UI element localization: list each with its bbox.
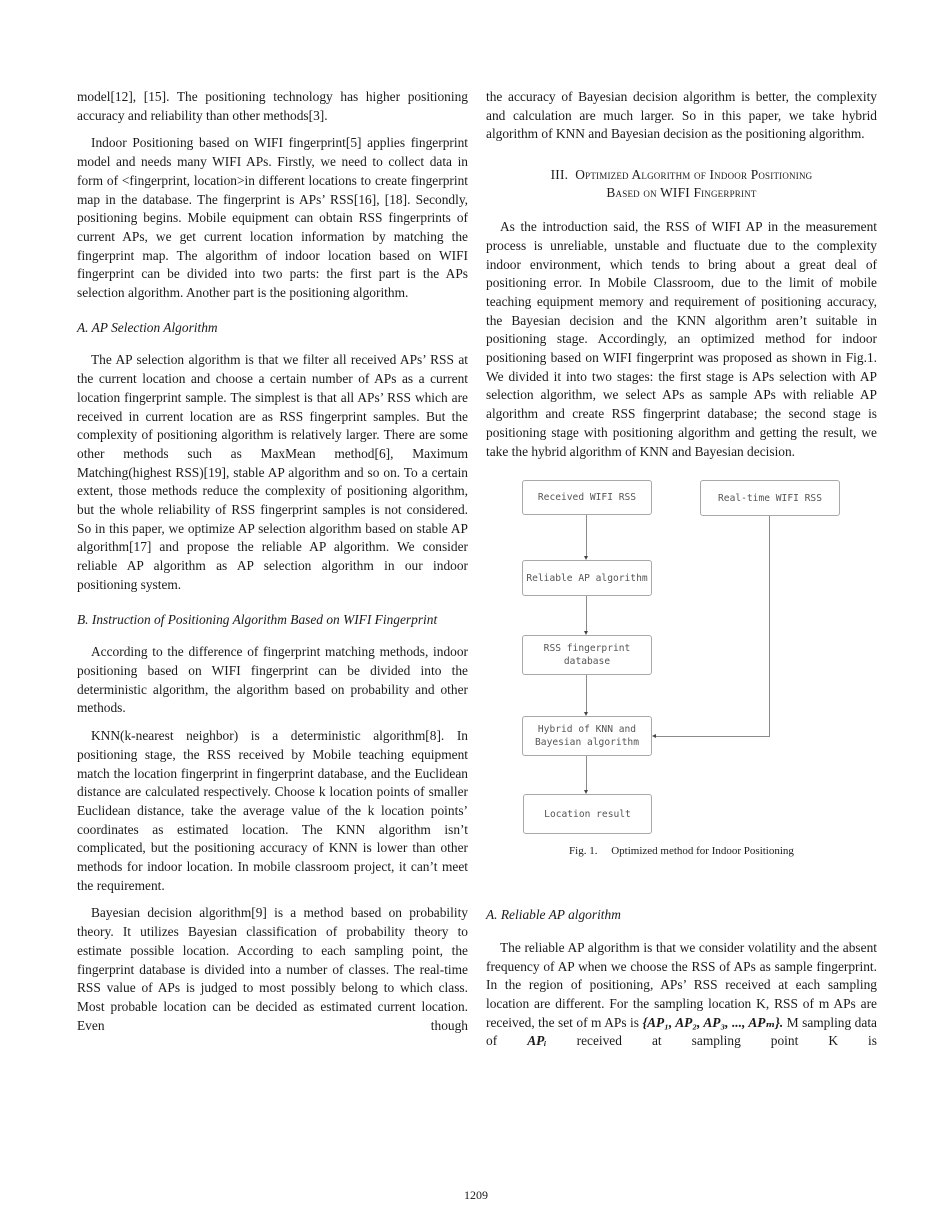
paragraph-indoor-positioning: Indoor Positioning based on WIFI fingerprint[5] applies fingerprint model and needs many WIFI APs. Firstly, we need to collect data in form of <fingerprint, location>in different locations to create fingerprint map in the database. The fingerprint is APs’ RSS[16], [18]. Secondly, positioning begins. Mobile equipment can obtain RSS fingerprints of current APs, we get current location information by matching the fingerprint map. The algorithm of indoor location based on WIFI fingerprint can be divided into two parts: the first part is the APs selection algorithm. Another part is the positioning algorithm.	[77, 135, 468, 301]
right-column	[486, 88, 877, 1060]
arrow-down-icon	[584, 790, 588, 794]
flow-box-rss-database	[522, 635, 652, 675]
flow-box-label: Received WIFI RSS	[537, 492, 637, 504]
section-title-line2: Based on WIFI Fingerprint	[606, 185, 757, 201]
left-column	[77, 88, 468, 1044]
section-number: III.	[550, 167, 569, 183]
flow-box-hybrid-knn-bayesian	[522, 716, 652, 756]
connector-line	[586, 675, 587, 712]
paragraph-knn: KNN(k-nearest neighbor) is a deterministic algorithm[8]. In positioning stage, the RSS received by Mobile teaching equipment match the location fingerprint in fingerprint database, and the Euclidean distance are calculated respectively. Choose k location points of smaller Euclidean distance, take the average value of the k location points’ coordinates as estimated location. The KNN algorithm isn’t complicated, but the positioning accuracy of KNN is lower than other methods for indoor location. In mobile classroom project, it can’t meet the requirement.	[77, 728, 468, 893]
arrow-down-icon	[584, 712, 588, 716]
paragraph-optimized-intro: As the introduction said, the RSS of WIFI AP in the measurement process is unreliable, unstable and fluctuate due to the complexity indoor environment, which tends to bring about a great deal of positioning error. In Mobile Classroom, due to the limit of mobile teaching equipment memory and requirement of positioning accuracy, the Bayesian decision and the KNN algorithm aren’t suitable in positioning stage. Accordingly, an optimized method for indoor positioning based on WIFI fingerprint was proposed as shown in Fig.1. We divided it into two stages: the first stage is APs selection with AP selection algorithm, we select APs as sample APs with reliable AP algorithm and create RSS fingerprint database; the second stage is positioning stage with positioning algorithm and getting the result, we take the hybrid algorithm of KNN and Bayesian decision.	[486, 219, 877, 459]
flow-box-label: Real-time WIFI RSS	[718, 492, 822, 504]
flow-box-location-result	[523, 794, 652, 834]
paragraph-reliable-ap	[486, 939, 877, 1051]
flow-box-label: Bayesian algorithm	[535, 737, 639, 749]
subsection-heading-positioning-algorithm: B. Instruction of Positioning Algorithm Based on WIFI Fingerprint	[77, 611, 438, 627]
flow-box-label: Hybrid of KNN and	[537, 724, 637, 736]
flow-box-label: RSS fingerprint	[543, 643, 631, 655]
connector-line	[769, 516, 770, 737]
flow-box-reliable-ap	[522, 560, 652, 596]
connector-line	[586, 756, 587, 790]
paragraph-continued: model[12], [15]. The positioning technology has higher positioning accuracy and reliability than other methods[3].	[77, 89, 468, 123]
paragraph-bayesian: Bayesian decision algorithm[9] is a method based on probability theory. It utilizes Bayesian classification of probability theory to estimate possible location. According to each sampling point, the fingerprint database is divided into a number of classes. The real-time RSS value of APs is judged to most possibly belong to which class. Most probable location can be decided as estimated current location. Even though	[77, 905, 468, 1033]
arrow-down-icon	[584, 631, 588, 635]
connector-line	[586, 515, 587, 556]
math-ap-set: {AP₁, AP₂, AP₃, ..., APₘ}.	[642, 1014, 784, 1030]
figure-caption: Fig. 1. Optimized method for Indoor Positioning	[569, 845, 794, 858]
flow-box-label: Reliable AP algorithm	[526, 572, 648, 584]
page-number: 1209	[464, 1188, 488, 1202]
paragraph-continued-bayesian: the accuracy of Bayesian decision algorithm is better, the complexity and calculation are much larger. So in this paper, we take hybrid algorithm of KNN and Bayesian decision as the positioning algorithm.	[486, 89, 877, 142]
arrow-down-icon	[584, 556, 588, 560]
paragraph-text: M sampling data of	[486, 1014, 877, 1049]
figure-flowchart	[486, 470, 877, 860]
arrow-left-icon	[652, 734, 656, 738]
connector-line	[586, 596, 587, 631]
math-ap-i: APᵢ	[527, 1033, 547, 1049]
paragraph-text: The reliable AP algorithm is that we consider volatility and the absent frequency of AP when we choose the RSS of APs as sample fingerprint. In the region of positioning, APs’ RSS received at each sampling location are different. For the sampling location K, RSS of m APs are received, the set of m APs is	[486, 939, 877, 1030]
subsection-heading-reliable-ap: A. Reliable AP algorithm	[486, 907, 621, 923]
flow-box-received-wifi-rss	[522, 480, 652, 515]
paragraph-fingerprint-matching: According to the difference of fingerprint matching methods, indoor positioning based on WIFI fingerprint can be divided into the deterministic algorithm, the algorithm based on probability and other methods.	[77, 644, 468, 716]
section-heading-iii	[486, 166, 877, 202]
connector-line	[656, 736, 770, 737]
subsection-heading-ap-selection: A. AP Selection Algorithm	[77, 319, 218, 335]
flow-box-realtime-wifi-rss	[700, 480, 840, 516]
section-title-line1: Optimized Algorithm of Indoor Positioning	[575, 167, 813, 183]
paragraph-ap-selection: The AP selection algorithm is that we filter all received APs’ RSS at the current location and choose a certain number of APs as a current location fingerprint sample. The simplest is that all APs’ RSS which are received in current location are as RSS fingerprint samples. But the complexity of positioning algorithm is relatively larger. There are some other methods such as MaxMean method[6], Maximum Matching(highest RSS)[19], stable AP algorithm and so on. To a certain extent, those methods reduce the complexity of positioning algorithm, but the whole reliability of RSS fingerprint samples is not considered. So in this paper, we optimize AP selection algorithm based on stable AP algorithm[17] and propose the reliable AP algorithm. We consider reliable AP algorithm as AP selection algorithm in our indoor positioning system.	[77, 352, 468, 592]
paragraph-text: received at sampling point K is	[546, 1033, 877, 1049]
flow-box-label: database	[563, 656, 611, 668]
flow-box-label: Location result	[544, 808, 631, 820]
